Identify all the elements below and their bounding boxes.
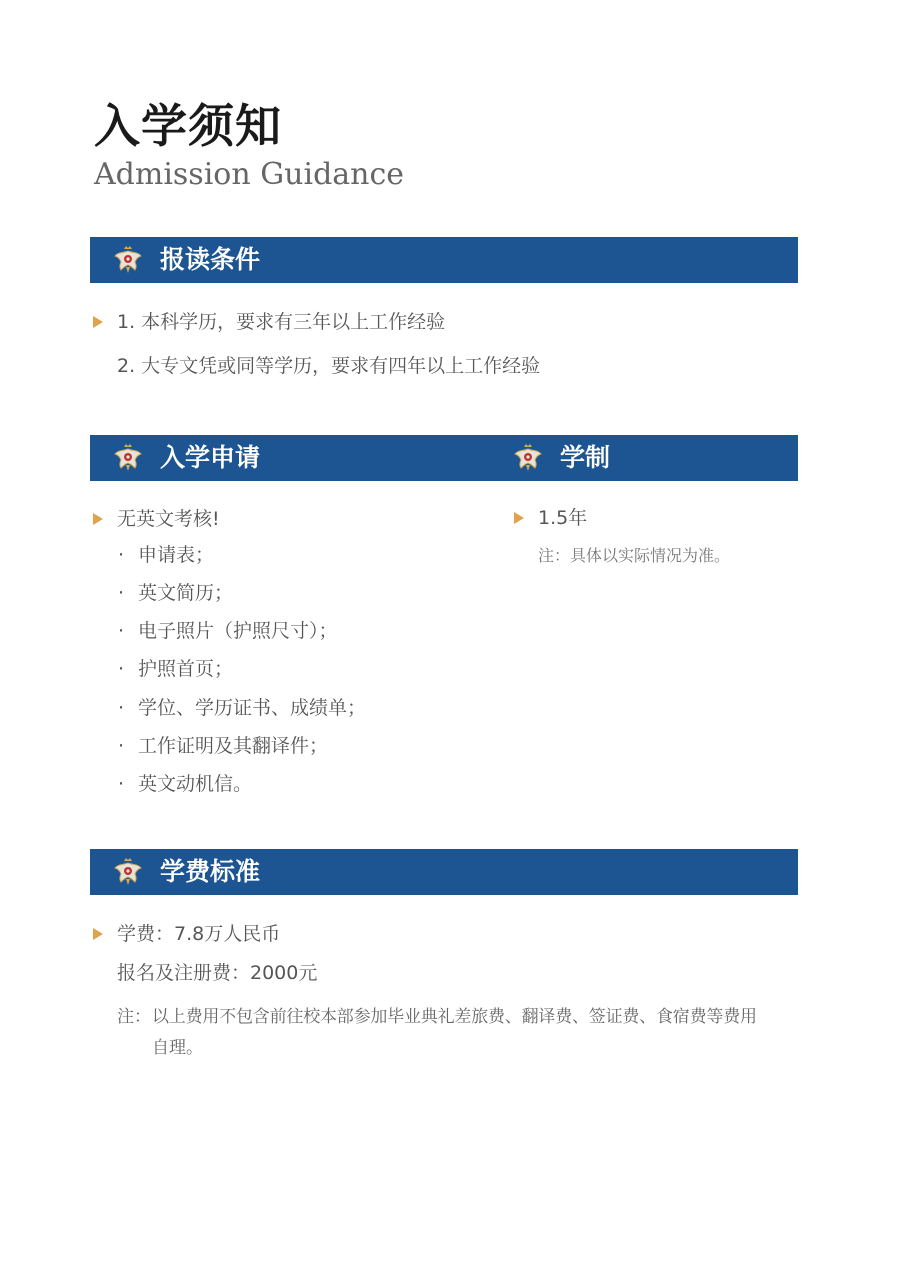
section-bar-requirements xyxy=(90,237,798,283)
section-title-application: 入学申请 xyxy=(160,443,261,472)
bullet-triangle-icon xyxy=(93,513,103,525)
application-doc-4: 护照首页； xyxy=(138,658,234,680)
section-title-duration: 学制 xyxy=(560,443,611,472)
bullet-dot: · xyxy=(118,735,125,757)
section-title-requirements: 报读条件 xyxy=(160,245,261,274)
eagle-emblem-icon xyxy=(512,442,544,474)
bullet-triangle-icon xyxy=(93,316,103,328)
fees-note-line-2: 自理。 xyxy=(152,1038,203,1058)
eagle-emblem-icon xyxy=(112,856,144,888)
section-bar-fees xyxy=(90,849,798,895)
duration-note: 注：具体以实际情况为准。 xyxy=(538,546,731,565)
section-header-application xyxy=(112,435,260,481)
application-doc-2: 英文简历； xyxy=(138,582,234,604)
eagle-emblem-icon xyxy=(112,442,144,474)
section-title-fees: 学费标准 xyxy=(160,857,261,886)
application-doc-1: 申请表； xyxy=(138,544,215,566)
section-header-duration xyxy=(512,435,610,481)
requirement-item-2: 2. 大专文凭或同等学历，要求有四年以上工作经验 xyxy=(117,355,541,377)
bullet-dot: · xyxy=(118,582,125,604)
page-title: 入学须知 xyxy=(94,99,282,153)
fees-note-prefix: 注： xyxy=(117,1007,151,1027)
requirement-item-1: 1. 本科学历，要求有三年以上工作经验 xyxy=(117,311,446,333)
bullet-dot: · xyxy=(118,697,125,719)
fees-tuition: 学费：7.8万人民币 xyxy=(117,923,281,945)
application-doc-7: 英文动机信。 xyxy=(138,773,253,795)
bullet-dot: · xyxy=(118,544,125,566)
application-lead: 无英文考核! xyxy=(117,508,220,530)
application-doc-6: 工作证明及其翻译件； xyxy=(138,735,329,757)
section-header-requirements xyxy=(112,237,260,283)
application-doc-5: 学位、学历证书、成绩单； xyxy=(138,697,367,719)
bullet-dot: · xyxy=(118,658,125,680)
duration-value: 1.5年 xyxy=(538,507,588,529)
application-doc-3: 电子照片（护照尺寸）； xyxy=(138,620,338,642)
page-subtitle: Admission Guidance xyxy=(94,157,405,192)
section-header-fees xyxy=(112,849,260,895)
section-bar-application-duration xyxy=(90,435,798,481)
bullet-triangle-icon xyxy=(514,512,524,524)
fees-registration: 报名及注册费：2000元 xyxy=(117,962,318,984)
bullet-triangle-icon xyxy=(93,928,103,940)
bullet-dot: · xyxy=(118,620,125,642)
bullet-dot: · xyxy=(118,773,125,795)
fees-note-line-1: 以上费用不包含前往校本部参加毕业典礼差旅费、翻译费、签证费、食宿费等费用 xyxy=(152,1007,757,1027)
eagle-emblem-icon xyxy=(112,244,144,276)
